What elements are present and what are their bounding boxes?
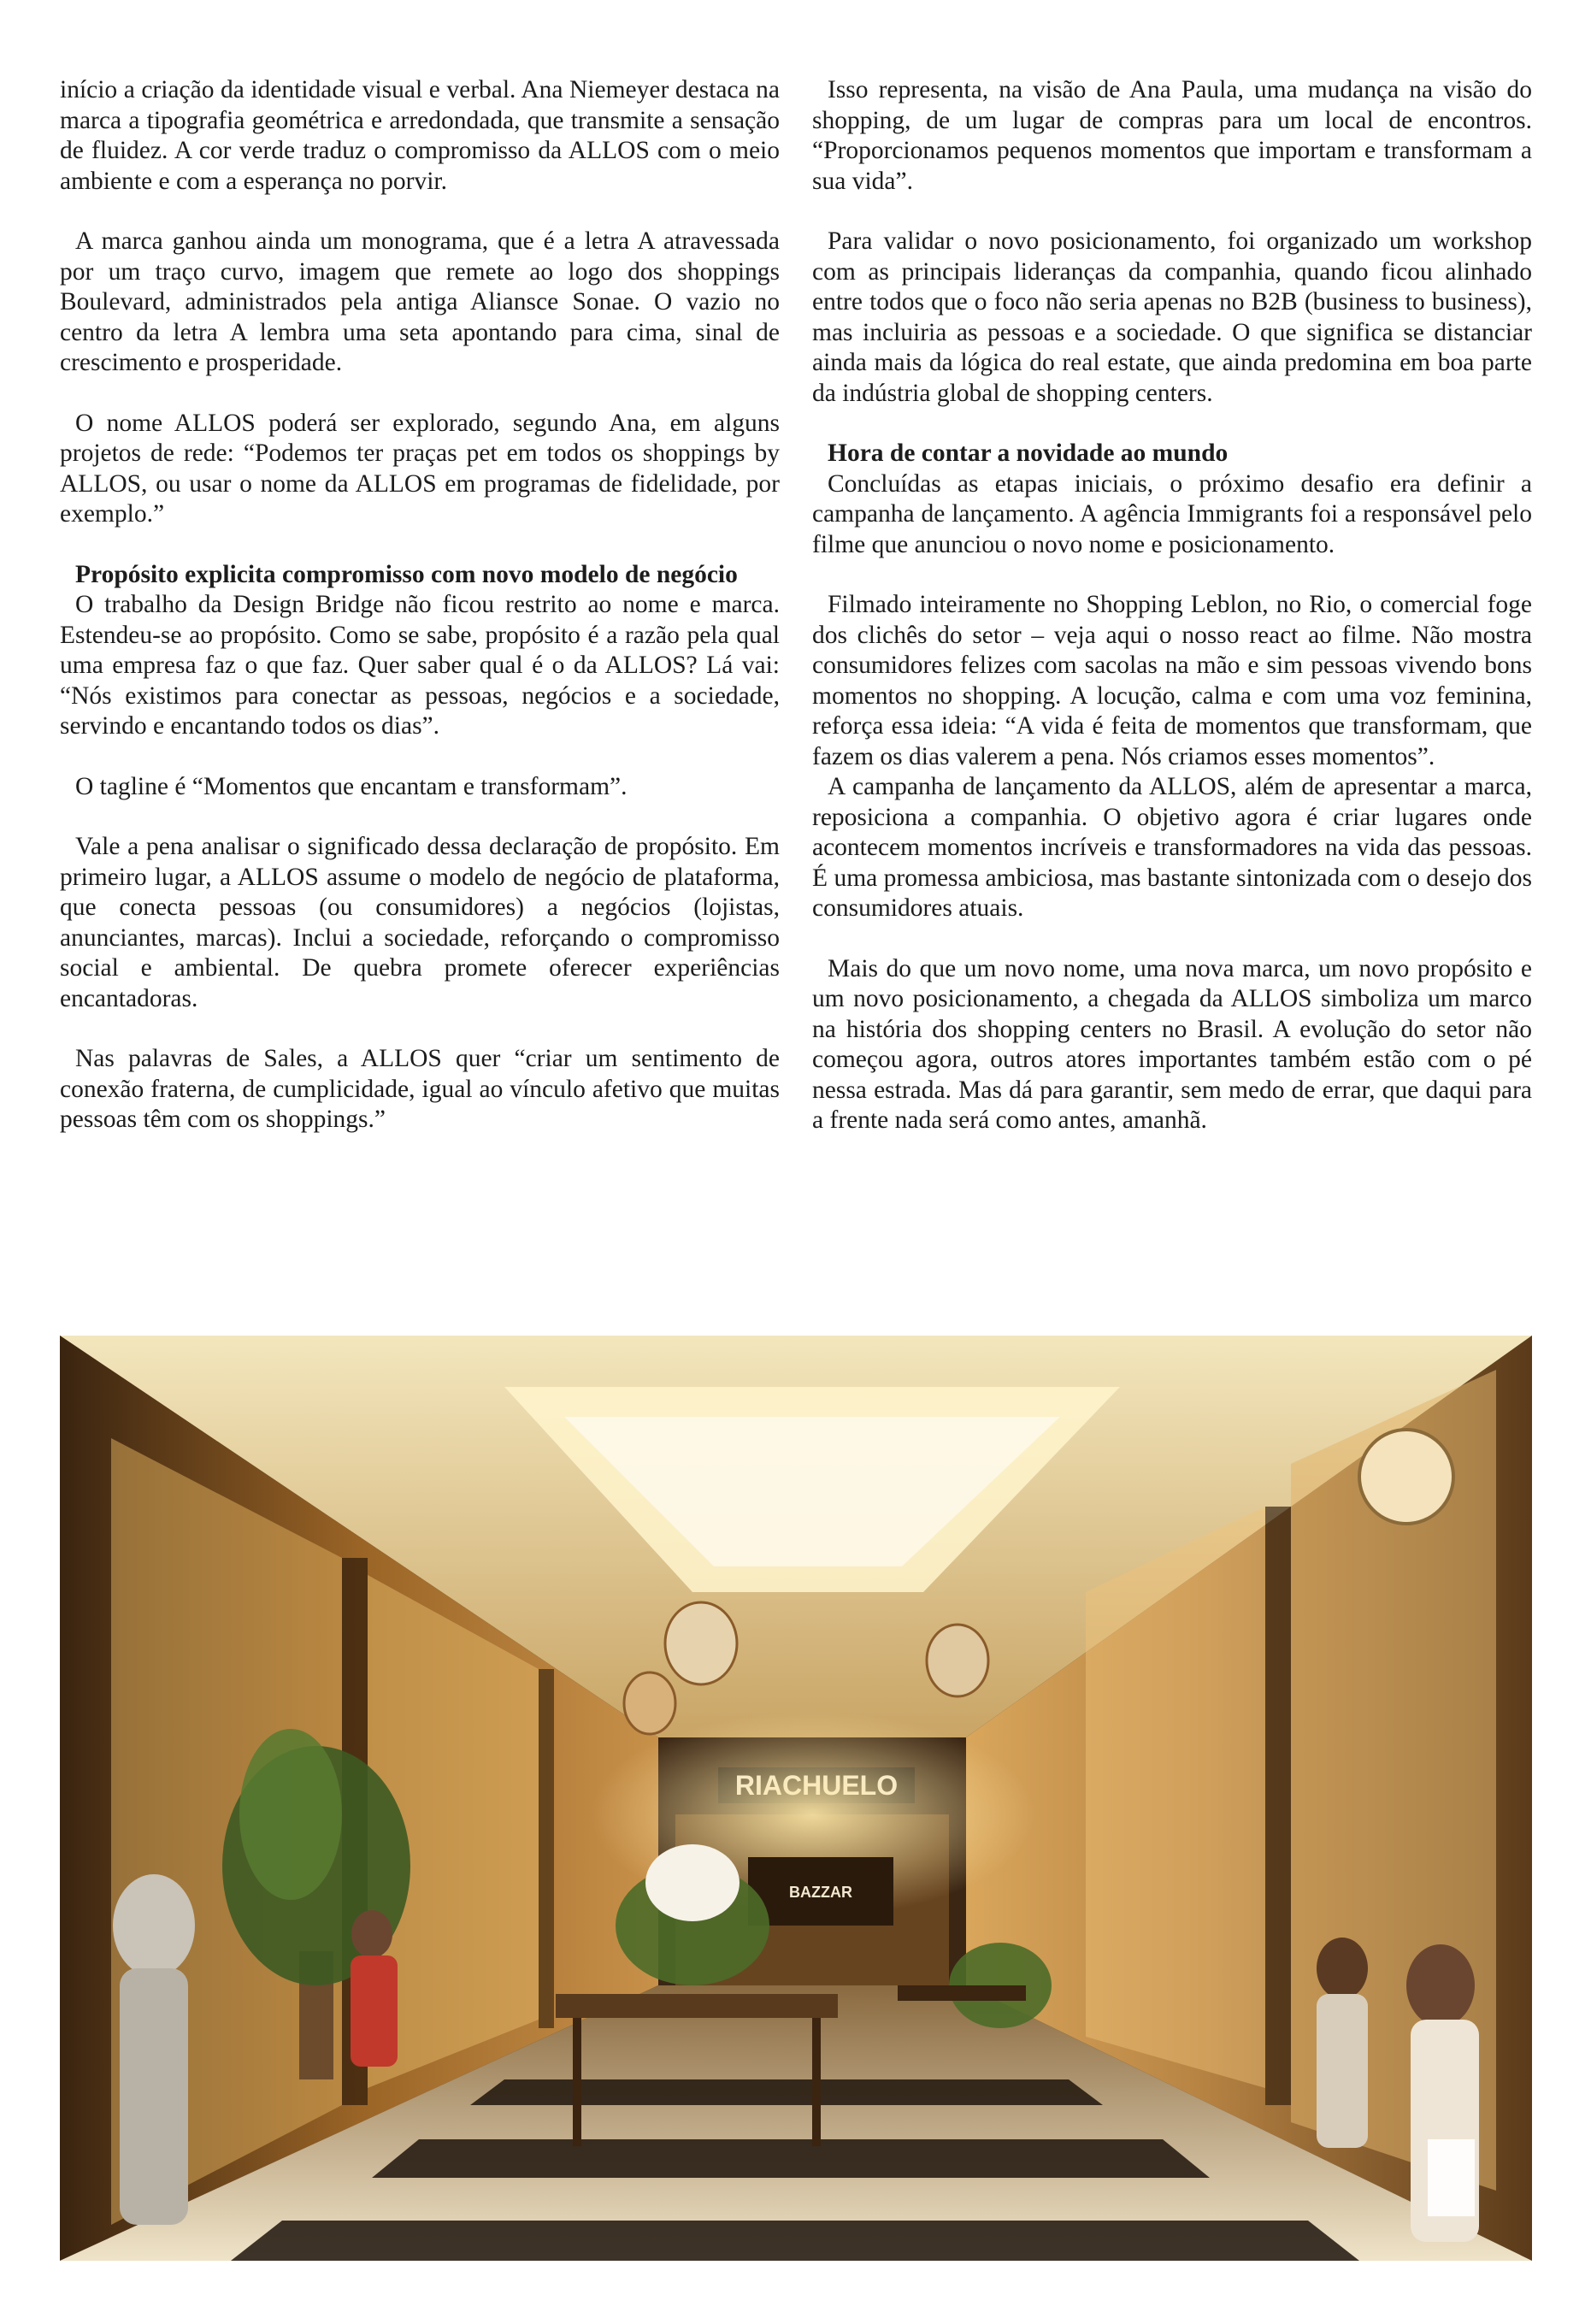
paragraph: A campanha de lançamento da ALLOS, além de apresentar a marca, reposiciona a companhia. O objetivo agora é criar lugares onde acontecem momentos incríveis e transformadores na vida das pessoas. É uma promessa ambiciosa, mas bastante sintonizada com o desejo dos consumidores atuais.: [812, 773, 1532, 922]
article-body: [60, 75, 1532, 1315]
paragraph: Isso representa, na visão de Ana Paula, uma mudança na visão do shopping, de um lugar de compras para um local de encontros. “Proporcionamos pequenos momentos que importam e transformam a sua vida”.: [812, 76, 1532, 195]
paragraph: Vale a pena analisar o significado dessa declaração de propósito. Em primeiro lugar, a ALLOS assume o modelo de negócio de plataforma, que conecta pessoas (ou consumidores) a negócios (lojistas, anunciantes, marcas). Inclui a sociedade, reforçando o compromisso social e ambiental. De quebra promete oferecer experiências encantadoras.: [60, 833, 780, 1012]
person: [1406, 1944, 1475, 2026]
paragraph: Nas palavras de Sales, a ALLOS quer “criar um sentimento de conexão fraterna, de cumplicidade, igual ao vínculo afetivo que muitas pessoas têm com os shoppings.”: [60, 1045, 780, 1133]
store-logo-sign: [1359, 1430, 1453, 1524]
paragraph: O nome ALLOS poderá ser explorado, segundo Ana, em alguns projetos de rede: “Podemos ter praças pet em todos os shoppings by ALLOS, ou usar o nome da ALLOS em programas de fidelidade, por exemplo.”: [60, 409, 780, 528]
section-heading: Propósito explicita compromisso com novo modelo de negócio: [75, 560, 738, 588]
paragraph: início a criação da identidade visual e verbal. Ana Niemeyer destaca na marca a tipografia geométrica e arredondada, que transmite a sensação de fluidez. A cor verde traduz o compromisso da ALLOS com o meio ambiente e com a esperança no porvir.: [60, 76, 780, 195]
paragraph: Filmado inteiramente no Shopping Leblon, no Rio, o comercial foge dos clichês do setor – veja aqui o nosso react ao filme. Não mostra consumidores felizes com sacolas na mão e sim pessoas vivendo bons momentos no shopping. A locução, calma e com uma voz feminina, reforça essa ideia: “A vida é feita de momentos que transformam, que fazem os dias valerem a pena. Nós criamos esses momentos”.: [812, 591, 1532, 770]
person: [113, 1874, 195, 1977]
paragraph: Concluídas as etapas iniciais, o próximo desafio era definir a campanha de lançamento. A agência Immigrants foi a responsável pelo filme que anunciou o novo nome e posicionamento.: [812, 469, 1532, 558]
paragraph: A marca ganhou ainda um monograma, que é a letra A atravessada por um traço curvo, imagem que remete ao logo dos shoppings Boulevard, administrados pela antiga Aliansce Sonae. O vazio no centro da letra A lembra uma seta apontando para cima, sinal de crescimento e prosperidade.: [60, 227, 780, 376]
paragraph: O trabalho da Design Bridge não ficou restrito ao nome e marca. Estendeu-se ao propósito. Como se sabe, propósito é a razão pela qual uma empresa faz o que faz. Quer saber qual é o da ALLOS? Lá vai: “Nós existimos para conectar as pessoas, negócios e a sociedade, servindo e encantando todos os dias”.: [60, 591, 780, 740]
hanging-banner: [665, 1602, 737, 1684]
cafe-table: [556, 1994, 838, 2018]
section-heading: Hora de contar a novidade ao mundo: [828, 439, 1229, 467]
column-right: [812, 75, 1532, 1315]
kiosk-sign: BAZZAR: [789, 1884, 852, 1901]
column-left: [60, 75, 780, 1315]
shopping-bag: [1428, 2139, 1475, 2216]
paragraph: O tagline é “Momentos que encantam e transformam”.: [75, 772, 628, 800]
paragraph: Para validar o novo posicionamento, foi organizado um workshop com as principais lideranças da companhia, quando ficou alinhado entre todos que o foco não seria apenas no B2B (business to business), mas incluiria as pessoas e a sociedade. O que significa se distanciar ainda mais da lógica do real estate, que ainda predomina em boa parte da indústria global de shopping centers.: [812, 227, 1532, 407]
floor-stripe: [470, 2079, 1103, 2105]
paragraph: Mais do que um novo nome, uma nova marca, um novo propósito e um novo posicionamento, a chegada da ALLOS simboliza um marco na história dos shopping centers no Brasil. A evolução do setor não começou agora, outros atores importantes também estão com o pé nessa estrada. Mas dá para garantir, sem medo de errar, que daqui para a frente nada será como antes, amanhã.: [812, 954, 1532, 1134]
shopping-mall-photo: [60, 1336, 1532, 2261]
orchid-flowers: [645, 1844, 740, 1921]
mall-corridor-illustration: [60, 1336, 1532, 2261]
